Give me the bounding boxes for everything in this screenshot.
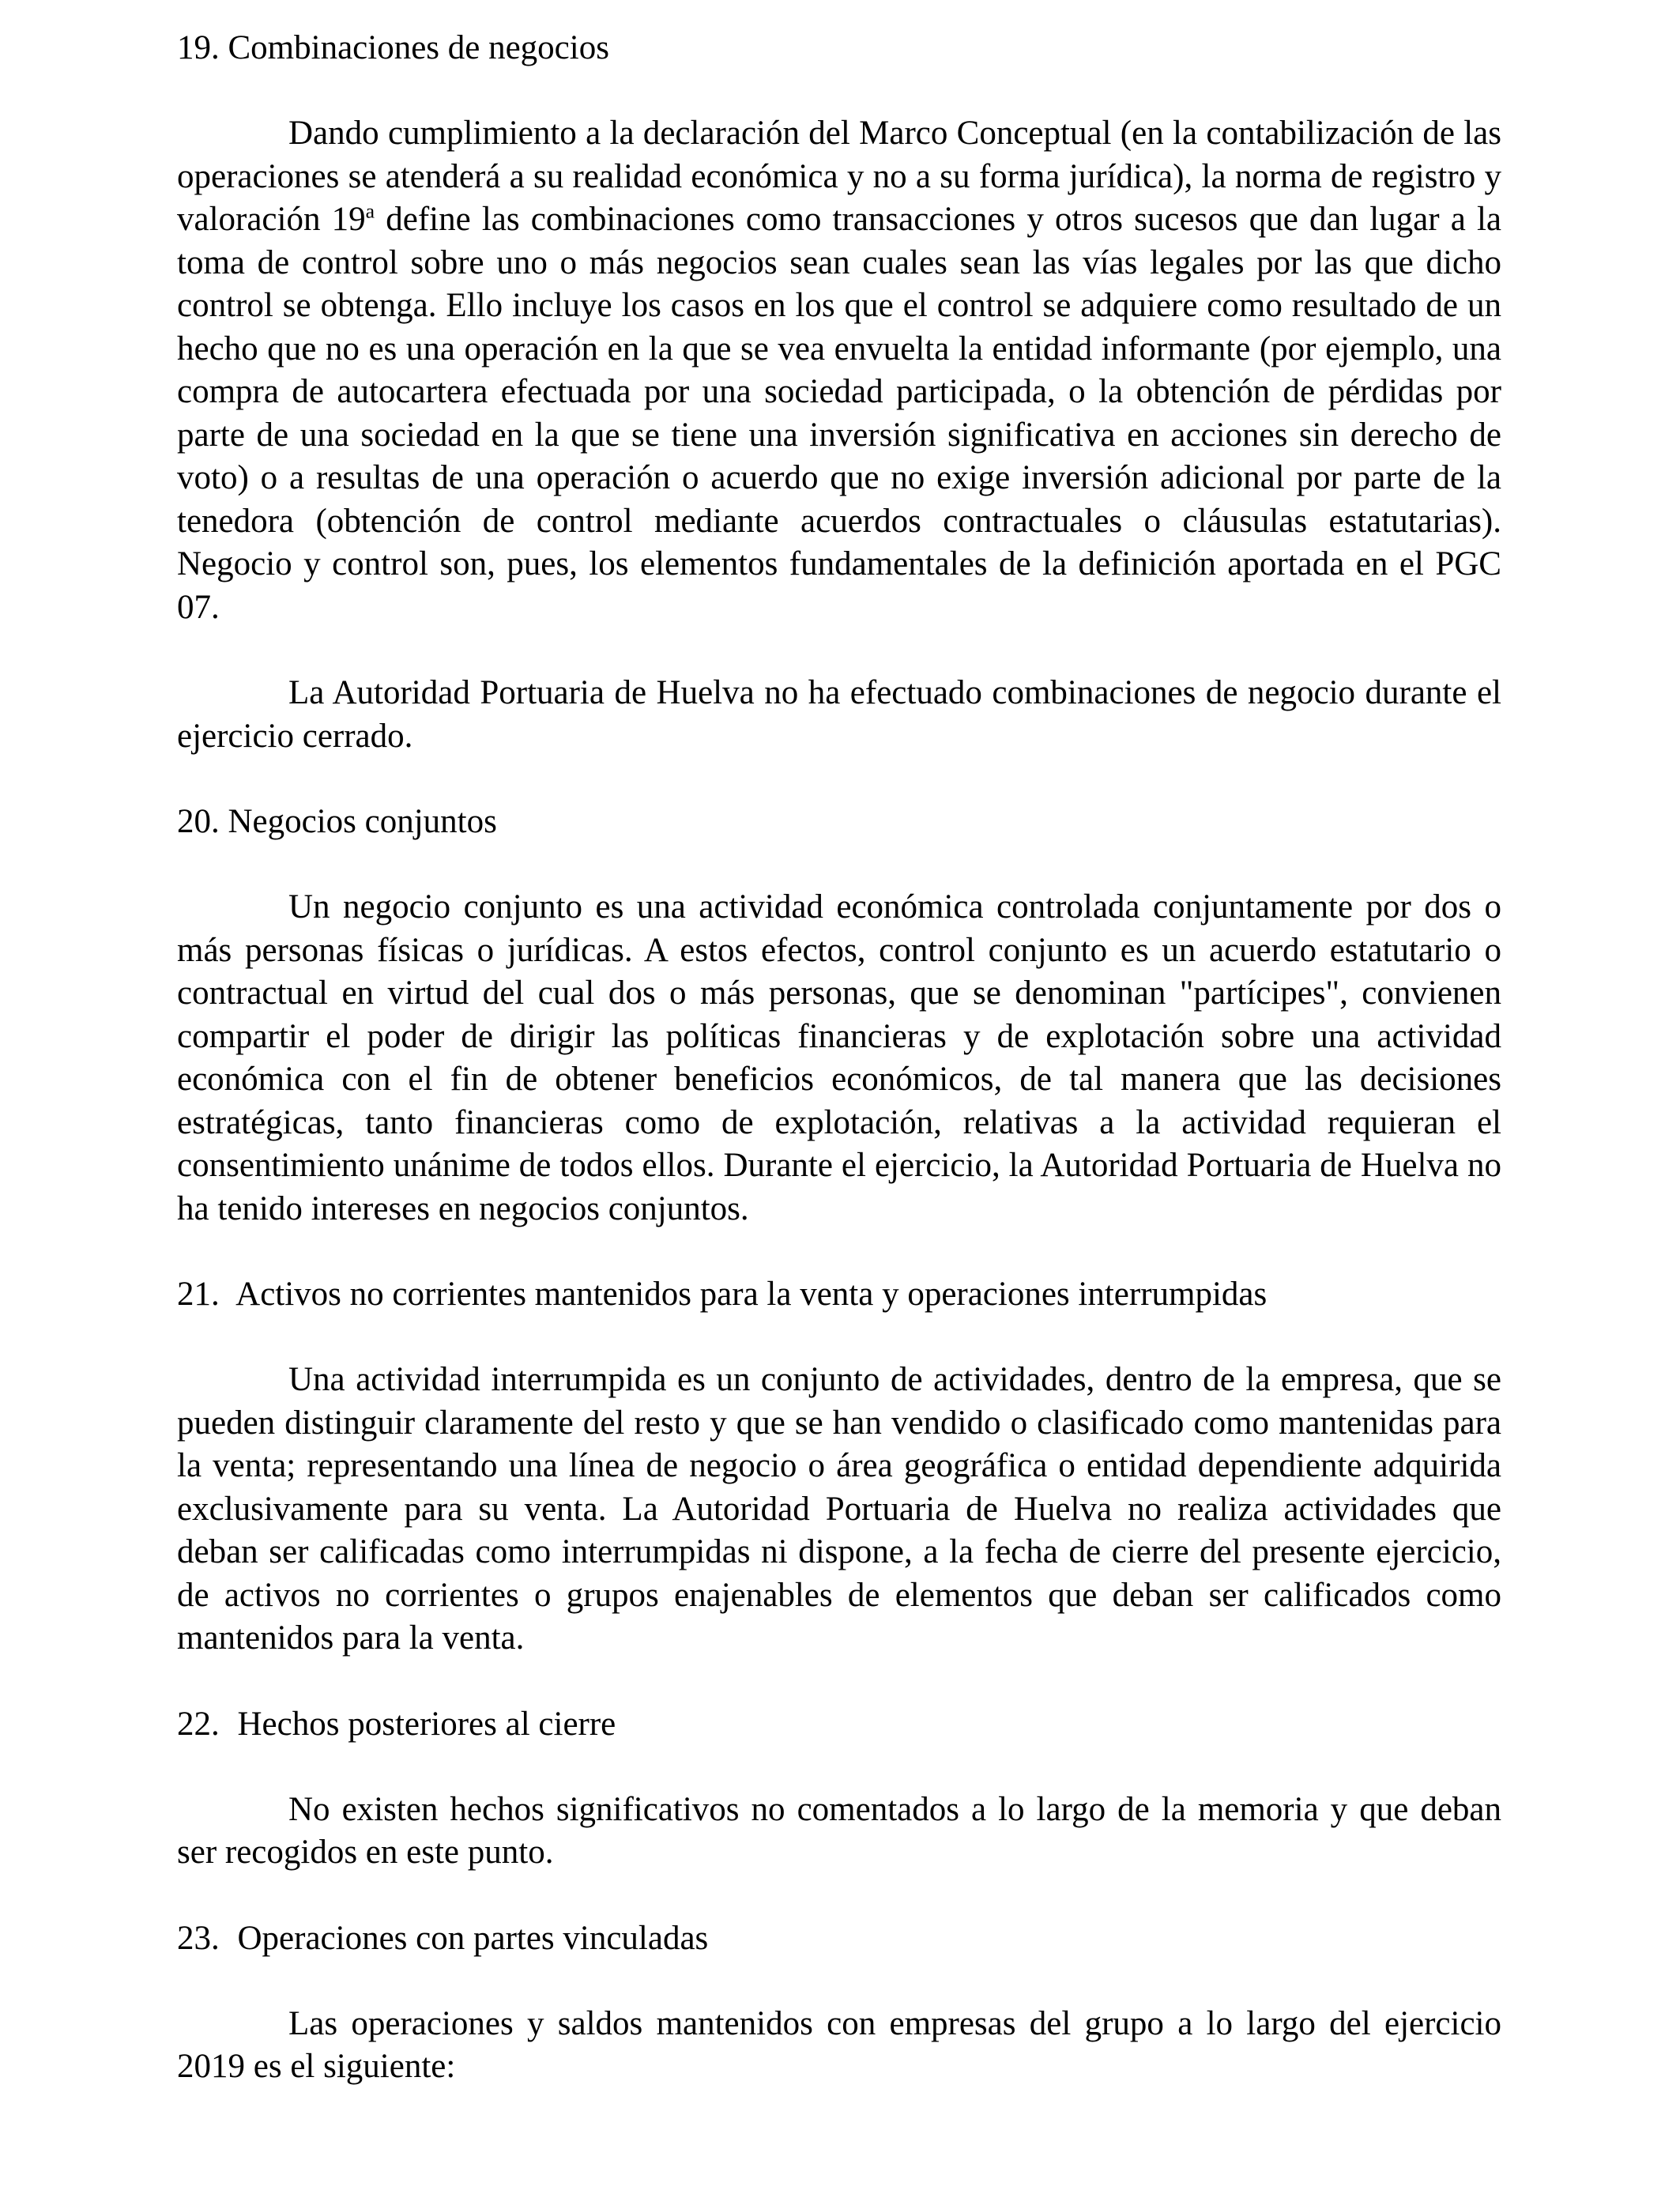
section-heading-22 bbox=[177, 1703, 1501, 1746]
section-heading-21 bbox=[177, 1273, 1501, 1316]
section-number: 19. bbox=[177, 29, 220, 66]
section-19-paragraph-2: La Autoridad Portuaria de Huelva no ha efectuado combinaciones de negocio durante el ejercicio cerrado. bbox=[177, 674, 1501, 755]
document-page bbox=[177, 27, 1501, 2089]
section-title: Operaciones con partes vinculadas bbox=[237, 1919, 709, 1957]
section-22-paragraph-1: No existen hechos significativos no comentados a lo largo de la memoria y que deban ser recogidos en este punto. bbox=[177, 1790, 1501, 1871]
section-20-paragraph-1: Un negocio conjunto es una actividad económica controlada conjuntamente por dos o más personas físicas o jurídicas. A estos efectos, control conjunto es un acuerdo estatutario o contractual en virtud del cual dos o más personas, que se denominan "partícipes", convienen compartir el poder de dirigir las políticas financieras y de explotación sobre una actividad económica con el fin de obtener beneficios económicos, de tal manera que las decisiones estratégicas, tanto financieras como de explotación, relativas a la actividad requieran el consentimiento unánime de todos ellos. Durante el ejercicio, la Autoridad Portuaria de Huelva no ha tenido intereses en negocios conjuntos. bbox=[177, 888, 1501, 1227]
section-19-paragraph-1: Dando cumplimiento a la declaración del Marco Conceptual (en la contabilización de las operaciones se atenderá a su realidad económica y no a su forma jurídica), la norma de registro y valoración 19$^a$ define las combinaciones como transacciones y otros sucesos que dan lugar a la toma de control sobre uno o más negocios sean cuales sean las vías legales por las que dicho control se obtenga. Ello incluye los casos en los que el control se adquiere como resultado de un hecho que no es una operación en la que se vea envuelta la entidad informante (por ejemplo, una compra de autocartera efectuada por una sociedad participada, o la obtención de pérdidas por parte de una sociedad en la que se tiene una inversión significativa en acciones sin derecho de voto) o a resultas de una operación o acuerdo que no exige inversión adicional por parte de la tenedora (obtención de control mediante acuerdos contractuales o cláusulas estatutarias). Negocio y control son, pues, los elementos fundamentales de la definición aportada en el PGC 07. bbox=[177, 115, 1501, 626]
section-number: 23. bbox=[177, 1919, 220, 1957]
section-number: 20. bbox=[177, 803, 220, 840]
section-title: Activos no corrientes mantenidos para la venta y operaciones interrumpidas bbox=[235, 1276, 1268, 1313]
section-heading-23 bbox=[177, 1917, 1501, 1960]
section-title: Hechos posteriores al cierre bbox=[237, 1705, 616, 1743]
section-number: 21. bbox=[177, 1276, 220, 1313]
section-number: 22. bbox=[177, 1705, 220, 1743]
section-heading-19 bbox=[177, 27, 1501, 70]
section-23-paragraph-1: Las operaciones y saldos mantenidos con empresas del grupo a lo largo del ejercicio 2019 es el siguiente: bbox=[177, 2004, 1501, 2085]
section-21-paragraph-1: Una actividad interrumpida es un conjunto de actividades, dentro de la empresa, que se pueden distinguir claramente del resto y que se han vendido o clasificado como mantenidas para la venta; representando una línea de negocio o área geográfica o entidad dependiente adquirida exclusivamente para su venta. La Autoridad Portuaria de Huelva no realiza actividades que deban ser calificadas como interrumpidas ni dispone, a la fecha de cierre del presente ejercicio, de activos no corrientes o grupos enajenables de elementos que deban ser calificados como mantenidos para la venta. bbox=[177, 1361, 1501, 1657]
section-heading-20 bbox=[177, 801, 1501, 843]
section-title: Combinaciones de negocios bbox=[228, 29, 609, 66]
section-title: Negocios conjuntos bbox=[228, 803, 497, 840]
